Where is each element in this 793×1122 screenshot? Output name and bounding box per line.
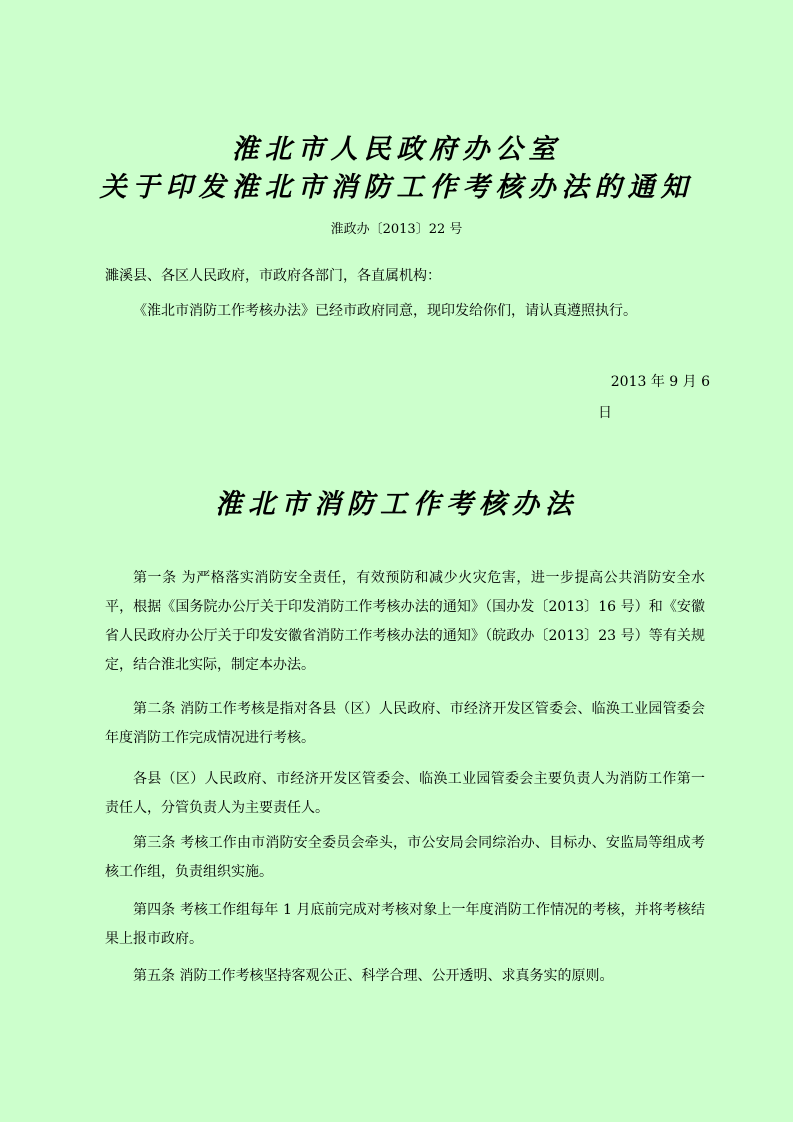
document-number: 淮政办〔2013〕22 号	[330, 222, 463, 237]
notice-title-line-1: 淮北市人民政府办公室	[231, 134, 562, 165]
addressee: 濉溪县、各区人民政府，市政府各部门，各直属机构：	[105, 268, 441, 284]
notice-body: 《淮北市消防工作考核办法》已经市政府同意，现印发给你们，请认真遵照执行。	[133, 303, 637, 319]
article-1: 第一条 为严格落实消防安全责任，有效预防和减少火灾危害，进一步提高公共消防安全水平，根据《国务院办公厅关于印发消防工作考核办法的通知》（国办发〔2013〕16 号）和《安徽省人民政府办公厅关于印发安徽省消防工作考核办法的通知》（皖政办〔2013〕23 号）等有关规定，结合淮北实际，制定本办法。	[105, 570, 705, 673]
measures-title: 淮北市消防工作考核办法	[215, 489, 578, 520]
issue-date-line-1: 2013 年 9 月 6	[610, 374, 710, 390]
article-3: 第三条 考核工作由市消防安全委员会牵头，市公安局会同综治办、目标办、安监局等组成考核工作组，负责组织实施。	[105, 835, 705, 880]
article-5: 第五条 消防工作考核坚持客观公正、科学合理、公开透明、求真务实的原则。	[133, 968, 614, 984]
issue-date-line-2: 日	[598, 405, 612, 421]
article-2-responsibility: 各县（区）人民政府、市经济开发区管委会、临涣工业园管委会主要负责人为消防工作第一责任人，分管负责人为主要责任人。	[105, 771, 705, 816]
notice-title-line-2: 关于印发淮北市消防工作考核办法的通知	[99, 172, 694, 203]
article-2: 第二条 消防工作考核是指对各县（区）人民政府、市经济开发区管委会、临涣工业园管委会年度消防工作完成情况进行考核。	[105, 701, 705, 746]
article-4: 第四条 考核工作组每年 1 月底前完成对考核对象上一年度消防工作情况的考核，并将考核结果上报市政府。	[105, 902, 705, 947]
issue-date	[590, 367, 710, 429]
